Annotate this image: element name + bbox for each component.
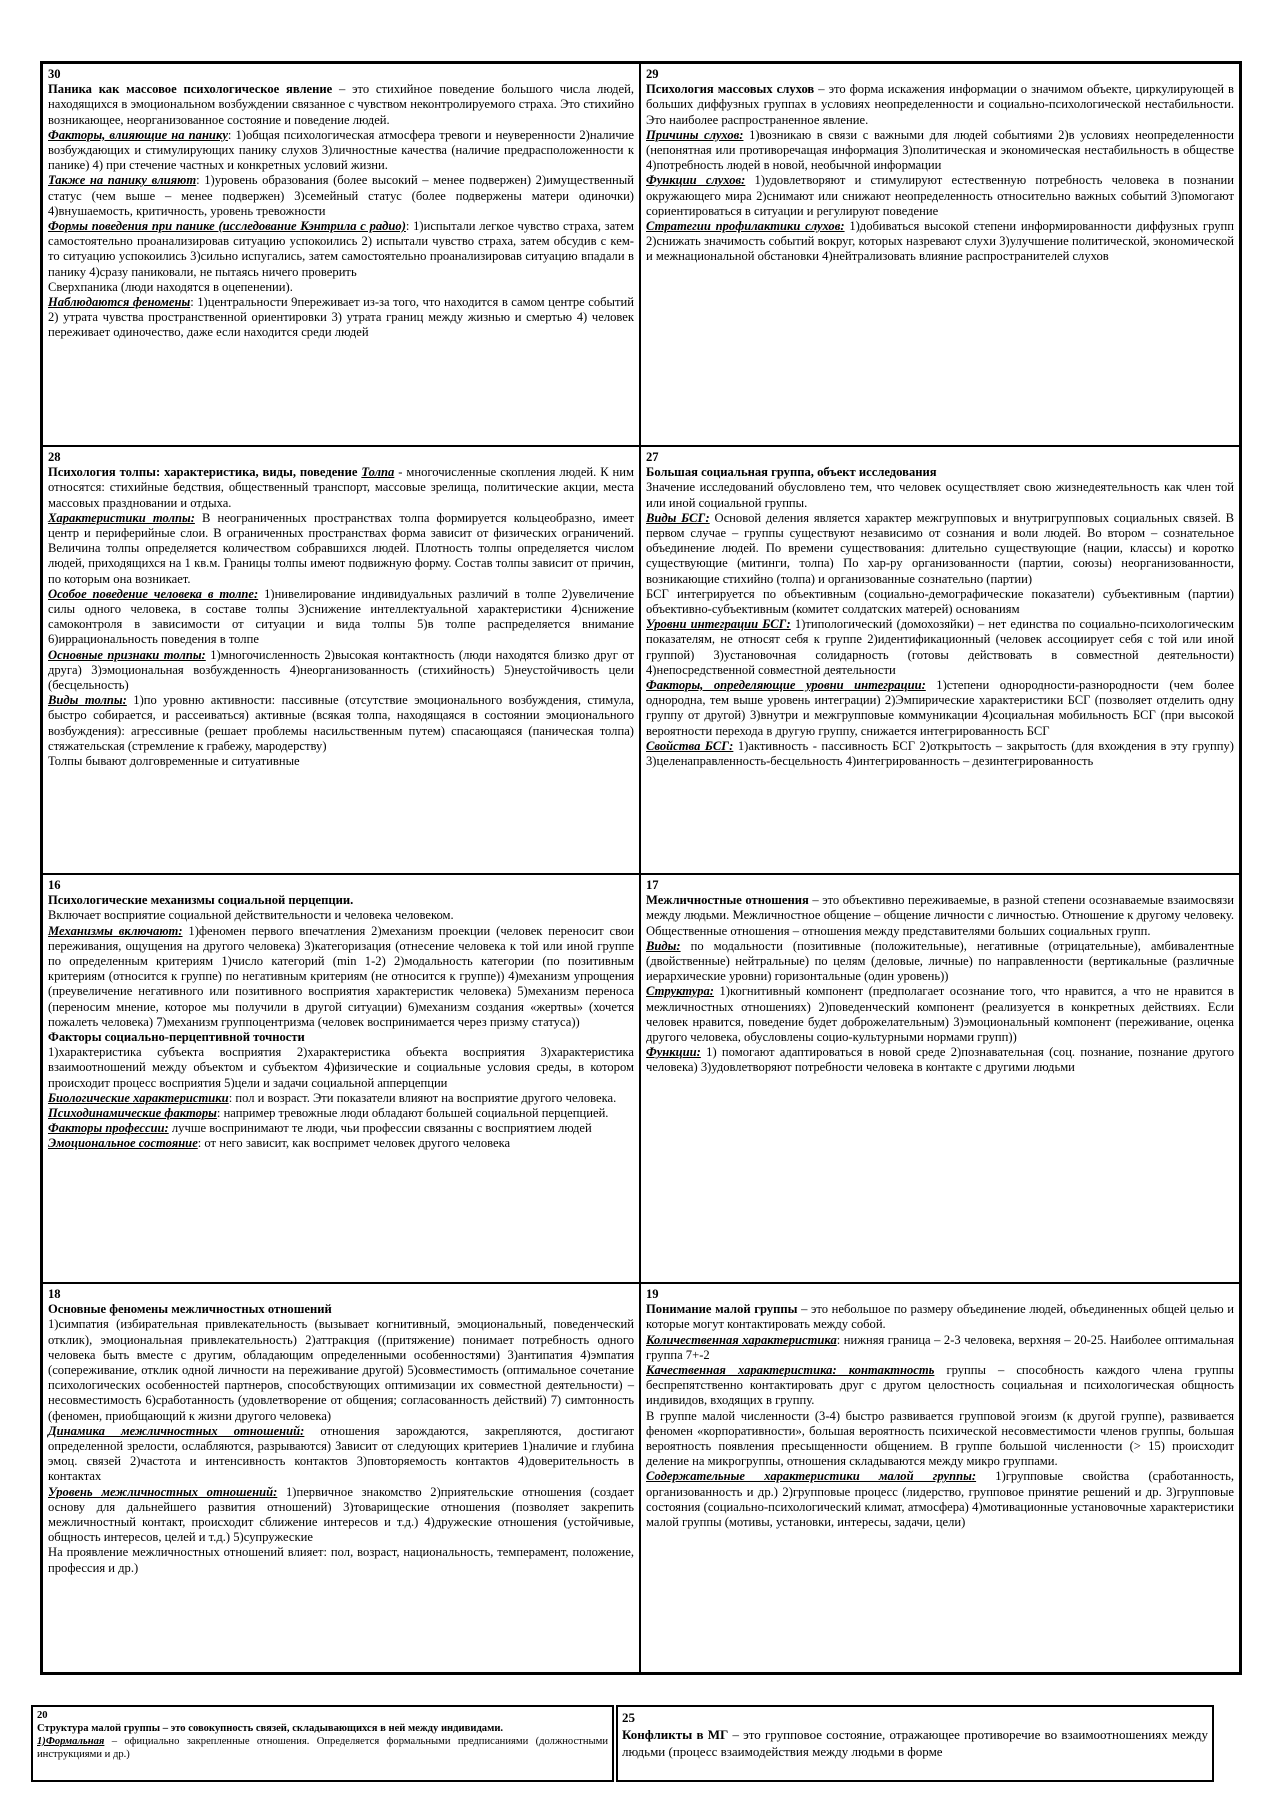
card-title: Психология массовых слухов — [646, 82, 815, 97]
section-heading: Причины слухов: — [646, 127, 744, 142]
card-number: 16 — [48, 878, 61, 892]
paragraph — [48, 893, 634, 908]
paragraph: Значение исследований обусловлено тем, что человек осуществляет свою жизнедеятельность как член той или иной социальной группы. — [646, 480, 1234, 510]
paragraph: Толпы бывают долговременные и ситуативные — [48, 754, 300, 769]
paragraph — [48, 465, 634, 511]
text: : нижняя граница – 2-3 человека, верхняя – 20-25. Наиболее оптимальная группа 7+-2 — [646, 1332, 1234, 1362]
text: 1)групповые свойства (сработанность, организованность и др.) 2)групповые процесс (лидерство, групповое принятие решений и др. 3)групповые состояния (социально-психологический климат, атмосфера) 4)мотивационные установочные характеристики малой группы (мотивы, установки, интересы, задачи, цели) — [646, 1469, 1234, 1530]
paragraph: 1)симпатия (избирательная привлекательность (вызывает когнитивный, эмоциональный, поведенческий отклик), эмоциональная привлекательность) 2)аттракция ((притяжение) понимает потребность одного человека быть вместе с другим, обладающим определенными особенностями) 3)антипатия 4)эмпатия (сопереживание, отклик одной личности на переживание другой) 5)совместимость (оптимальное сочетание психологических особенностей партнеров, способствующих оптимизации их совместной деятельности) – несовместимость 6)сработанность (удовлетворение от общения; согласованность действий) 7) симтонность (феномен, приобщающий к жизни другого человека) — [48, 1317, 634, 1423]
paragraph — [646, 984, 1234, 1045]
section-heading: Уровни интеграции БСГ: — [646, 617, 791, 632]
paragraph: На проявление межличностных отношений влияет: пол, возраст, национальность, темперамент, положение, профессия и др.) — [48, 1545, 634, 1575]
text: : 1)уровень образования (более высокий – менее подвержен) 2)имущественный статус (чем выше – менее подвержен) 3)семейный статус (более подвержены матери одиночки) 4)внушаемость, критичность, уровень тревожности — [48, 173, 635, 218]
section-heading: Структура: — [646, 984, 715, 999]
paragraph — [48, 1121, 634, 1136]
section-heading: Наблюдаются феномены — [48, 295, 191, 310]
paragraph — [646, 1302, 1234, 1332]
card-title: Структура малой группы – это совокупность связей, складывающихся в ней между индивидами. — [37, 1723, 504, 1734]
text: : пол и возраст. Эти показатели влияют на восприятие другого человека. — [228, 1090, 617, 1105]
section-heading: Формы поведения при панике (исследование Кэнтрила с радио) — [48, 219, 406, 234]
text: 1)добиваться высокой степени информированности диффузных групп 2)снижать значимость событий вокруг, которых назревают слухи 3)улучшение политической, экономической и межнациональной обстановки 4)нейтрализовать влияние распространителей слухов — [646, 219, 1234, 264]
card-27 — [641, 445, 1239, 873]
paragraph — [646, 128, 1234, 174]
paragraph — [646, 465, 1234, 480]
card-number: 20 — [37, 1710, 48, 1721]
paragraph — [646, 893, 1234, 939]
section-heading: Качественная характеристика: контактность — [646, 1363, 935, 1378]
card-18 — [43, 1282, 641, 1672]
paragraph — [48, 1091, 634, 1106]
section-heading: Биологические характеристики — [48, 1090, 229, 1105]
paragraph: Включает восприятие социальной действительности и человека человеком. — [48, 908, 454, 923]
card-number: 30 — [48, 67, 61, 81]
section-heading: Факторы, определяющие уровни интеграции: — [646, 678, 926, 693]
paragraph — [646, 1333, 1234, 1363]
paragraph — [48, 295, 634, 341]
paragraph — [48, 587, 634, 648]
paragraph — [48, 1136, 634, 1151]
text: 1)степени однородности-разнородности (чем более однородна, тем выше уровень интеграции) 2)Эмпирические характеристики БСГ (позволяет отделить одну группу от другой) 3)внутри и межгрупповые коммуникации 4)социальная мобильность БСГ (при высокой вероятности перехода в другую группу, снижается интегрированность БСГ — [646, 678, 1234, 738]
card-25 — [616, 1705, 1214, 1782]
section-heading: Основные признаки толпы: — [48, 647, 206, 662]
section-heading: Толпа — [361, 465, 395, 480]
paragraph — [48, 693, 634, 754]
section-heading: Психодинамические факторы — [48, 1106, 217, 1121]
paragraph — [646, 511, 1234, 587]
card-17 — [641, 873, 1239, 1282]
card-number: 28 — [48, 450, 61, 464]
paragraph — [48, 1106, 634, 1121]
card-16 — [43, 873, 641, 1282]
paragraph — [48, 1302, 634, 1317]
paragraph: В группе малой численности (3-4) быстро развивается групповой эгоизм (к другой группе), развивается феномен «корпоративности», большая вероятность психической несовместимости членов группы, большая вероятность появления пресыщенности общением. В группе большой численности (> 15) происходит деление на микрогруппы, отношения складываются между микро группами. — [646, 1408, 1234, 1469]
card-20 — [31, 1705, 614, 1782]
section-heading: Свойства БСГ: — [646, 738, 734, 753]
section-heading: Виды толпы: — [48, 693, 127, 708]
paragraph — [646, 173, 1234, 219]
text: 1)феномен первого впечатления 2)механизм проекции (человек переносит свои переживания, ощущения на другого человека) 3)категоризация (отнесение человека к той или иной группе по определенным критериям 1)число категорий (min 1-2) 2)модальность категории (по позитивным критериям (относится к группе) по негативным критериям (не относится к группе)) 4)механизм упрощения (преувеличение негативного или позитивного восприятия характеристик человека) 5)механизм переноса (переносим мнение, которое мы получили в другой ситуации) 6)механизм создания «жертвы» (хочется пожалеть человека) 7)механизм группоцентризма (человек воспринимается через призму статуса)) — [48, 923, 635, 1029]
card-title: Психологические механизмы социальной перцепции. — [48, 893, 354, 908]
section-heading: Количественная характеристика — [646, 1332, 837, 1347]
paragraph — [48, 1485, 634, 1546]
paragraph — [37, 1722, 608, 1735]
paragraph — [646, 1469, 1234, 1530]
paragraph — [48, 511, 634, 587]
section-heading: Факторы, влияющие на панику — [48, 127, 228, 142]
paragraph — [48, 924, 634, 1030]
text: 1)активность - пассивность БСГ 2)открытость – закрытость (для вхождения в эту группу) 3)целенаправленность-бесцельность 4)интегрированность – дезинтегрированность — [646, 738, 1234, 769]
section-heading: Функции слухов: — [646, 173, 746, 188]
section-heading: 1)Формальная — [37, 1736, 105, 1747]
card-title: Конфликты в МГ — [622, 1727, 729, 1742]
text: : например тревожные люди обладают большей социальной перцепцией. — [216, 1106, 609, 1121]
card-29 — [641, 64, 1239, 445]
paragraph: БСГ интегрируется по объективным (социально-демографические показатели) субъективным (партии) объективно-субъективным (комитет солдатских матерей) основаниям — [646, 586, 1234, 617]
text: отношения зарождаются, закрепляются, достигают определенной зрелости, ослабляются, разрываются) Зависит от следующих критериев 1)наличие и глубина эмоц. связей 2)частота и интенсивность контактов 3)повторяемость контактов 4)доверительность в контактах — [48, 1423, 634, 1484]
section-title: Факторы социально-перцептивной точности — [48, 1030, 305, 1045]
text: 1)нивелирование индивидуальных различий в толпе 2)увеличение силы одного человека, в составе толпы 3)снижение интеллектуальной характеристики 4)снижение самоконтроля в зависимости от ситуации и вида толпы 5)в толпе распределяется внимание 6)иррациональность поведения в толпе — [48, 586, 634, 647]
text: 1)удовлетворяют и стимулируют естественную потребность человека в познании окружающего мира 2)снимают или снижают неопределенность относительно важных событий 3)помогают сориентироваться в ситуации и регулируют поведение — [646, 173, 1234, 218]
card-title: Паника как массовое психологическое явление — [48, 82, 333, 97]
text: лучше воспринимают те люди, чьи профессии связанны с восприятием людей — [168, 1121, 592, 1136]
section-heading: Характеристики толпы: — [48, 510, 195, 525]
section-heading: Эмоциональное состояние — [48, 1136, 198, 1151]
text: Основой деления является характер межгрупповых и внутригрупповых социальных связей. В первом случае – группы существуют независимо от сознания и воли людей. Во втором – сознательное объединение людей. По времени существования: длительно существующие (нации, классы) и коротко существующие (митинги, толпа) По хар-ру организованности (партии, союзы) неорганизованности, возникающие стихийно (толпа) и организованные сознательно (партии) — [646, 510, 1234, 586]
text: 1) помогают адаптироваться в новой среде 2)познавательная (соц. познание, познание другого человека) 3)удовлетворяют потребности человека в контакте с другими людьми — [646, 1045, 1234, 1075]
card-19 — [641, 1282, 1239, 1672]
card-title: Психология толпы: характеристика, виды, поведение — [48, 465, 358, 480]
card-title: Большая социальная группа, объект исследования — [646, 465, 937, 480]
text: 1)возникаю в связи с важными для людей событиями 2)в условиях неопределенности (непонятная или противоречащая информация 3)политическая и экономическая нестабильность в обществе 4)потребность людей в новой, необычной информации — [646, 127, 1234, 173]
text: 1)типологический (домохозяйки) – нет единства по социально-психологическим показателям, не относят себя к группе 2)идентификационный (человек ассоциирует себя с той или иной группой) 3)установочная солидарность (готовы действовать в совместной деятельности) 4)непосредственной совместной деятельности — [646, 617, 1234, 677]
text: 1)по уровню активности: пассивные (отсутствие эмоционального возбуждения, стимула, быстро собирается, и рассеиваться) активные (всякая толпа, находящаяся в состоянии эмоционального возбуждения): агрессивные (решает проблемы насильственным путем) спасающаяся (паническая толпа) стяжательская (стремление к грабежу, мародерству) — [48, 693, 634, 753]
paragraph — [48, 219, 634, 280]
section-heading: Динамика межличностных отношений: — [48, 1423, 305, 1438]
card-number: 25 — [622, 1710, 635, 1725]
section-heading: Содержательные характеристики малой группы: — [646, 1469, 977, 1484]
card-28 — [43, 445, 641, 873]
paragraph — [48, 173, 634, 219]
paragraph — [37, 1735, 608, 1761]
card-title: Понимание малой группы — [646, 1302, 798, 1317]
section-heading: Также на панику влияют — [48, 173, 197, 188]
text: 1)когнитивный компонент (предполагает осознание того, что нравится, а что не нравится в межличностных отношениях) 2)поведенческий компонент (реализуется в конкретных действиях. Если человек нравится, поведение будет доброжелательным) 3)эмоциональный компонент (переживание, оценка другого человека, обусловлены социо-культурными нормами групп)) — [646, 984, 1234, 1045]
card-number: 27 — [646, 450, 659, 464]
text: : 1)центральности 9переживает из-за того, что находится в самом центре событий 2) утрата чувства пространственной ориентировки 3) утрата границ между жизнью и смертью 4) человек переживает одиночество, даже если находится среди людей — [48, 295, 635, 340]
text: В неограниченных пространствах толпа формируется кольцеобразно, имеет центр и периферийные слои. В ограниченных пространствах форма зависит от физических ограничений. Величина толпы определяется количеством собравшихся людей. Плотность толпы определяется числом людей, приходящихся на 1 кв.м. Границы толпы имеют подвижную форму. Состав толпы зависит от причин, по которым она возникает. — [48, 510, 634, 586]
section-heading: Особое поведение человека в толпе: — [48, 586, 259, 601]
paragraph — [48, 1030, 634, 1045]
text: группы – способность каждого члена группы беспрепятственно контактировать друг с другом целостность социальная и психологическая общность индивидов, входящих в группу. — [646, 1363, 1234, 1408]
text: – это групповое состояние, отражающее противоречие во взаимоотношениях между людьми (процесс взаимодействия между людьми в форме — [622, 1727, 1208, 1759]
text: – это форма искажения информации о значимом объекте, циркулирующей в больших диффузных группах в условиях неопределенности и социально-психологической нестабильности. Это наиболее распространенное явление. — [646, 82, 1234, 127]
section-heading: Уровень межличностных отношений: — [48, 1484, 278, 1499]
text: 1)первичное знакомство 2)приятельские отношения (создает основу для дальнейшего развития отношений) 3)товарищеские отношения (позволяет закрепить межличностный контакт, происходит сближение интересов и т.д.) 4)дружеские отношения (устойчивые, общность интересов, целей и т.д.) 5)супружеские — [48, 1484, 634, 1545]
text: – официально закрепленные отношения. Определяется формальными предписаниями (должностными инструкциями и др.) — [37, 1736, 608, 1760]
text: – это объективно переживаемые, в разной степени осознаваемые взаимосвязи между людьми. Межличностное общение – общение личности с личностью. Отношение к другому человеку. Общественные отношения – отношения между представителями больших социальных групп. — [646, 893, 1234, 938]
section-heading: Виды: — [646, 938, 681, 953]
paragraph — [48, 1424, 634, 1485]
text: : 1)испытали легкое чувство страха, затем самостоятельно проанализировав ситуацию успокоились 2) испытали чувство страха, затем обсудив с кем-то ситуацию успокоились 3)сильно испугались, затем самостоятельно проанализировав ситуацию впадали в панику 4)сразу паниковали, не пытаясь ничего проверить — [48, 219, 634, 279]
text: : 1)общая психологическая атмосфера тревоги и неуверенности 2)наличие возбуждающих и стимулирующих панику слухов 3)личностные качества (наличие предрасположенности к панике) 4) при стечение частных и конкретных условий жизни. — [48, 127, 634, 173]
text: по модальности (позитивные (положительные), негативные (отрицательные), амбивалентные (двойственные) нейтральные) по целям (деловые, личные) по направленности (вертикальные (различные иерархические уровни) горизонтальные (один уровень)) — [646, 938, 1234, 984]
paragraph — [646, 82, 1234, 128]
section-heading: Факторы профессии: — [48, 1121, 169, 1136]
card-title: Межличностные отношения — [646, 893, 809, 908]
card-title: Основные феномены межличностных отношений — [48, 1302, 332, 1317]
paragraph: Сверхпаника (люди находятся в оцепенении). — [48, 279, 293, 294]
text: : от него зависит, как воспримет человек другого человека — [197, 1136, 511, 1151]
paragraph — [646, 739, 1234, 769]
paragraph — [48, 82, 634, 128]
section-heading: Стратегии профилактики слухов: — [646, 219, 845, 234]
card-30 — [43, 64, 641, 445]
text: - многочисленные скопления людей. К ним относятся: стихийные бедствия, общественный транспорт, массовые зрелища, политические акции, места массовых праздновании и отдыха. — [48, 465, 634, 510]
paragraph — [646, 1363, 1234, 1409]
card-number: 29 — [646, 67, 659, 81]
paragraph: 1)характеристика субъекта восприятия 2)характеристика объекта восприятия 3)характеристика взаимоотношений между объектом и субъектом 4)физические и социальные условия среды, в котором происходит процесс восприятия 5)цели и задачи социальной апперцепции — [48, 1045, 634, 1090]
paragraph — [48, 128, 634, 174]
paragraph — [646, 219, 1234, 265]
paragraph — [646, 617, 1234, 678]
section-heading: Виды БСГ: — [646, 510, 710, 525]
card-number: 19 — [646, 1287, 659, 1301]
text: – это небольшое по размеру объединение людей, объединенных общей целью и которые могут контактировать между собой. — [646, 1302, 1234, 1332]
paragraph — [48, 648, 634, 694]
section-heading: Механизмы включают: — [48, 923, 183, 938]
text: 1)многочисленность 2)высокая контактность (люди находятся близко друг от друга) 3)эмоциональная возбужденность 4)неорганизованность (стихийность) 5)неустойчивость цели (бесцельность) — [48, 647, 634, 693]
text: – это стихийное поведение большого числа людей, находящихся в эмоциональном возбуждении связанное с чувством неконтролируемого страха. Это стихийно возникающее, неорганизованное состояние и поведение людей. — [48, 82, 634, 127]
paragraph — [646, 1045, 1234, 1075]
card-number: 17 — [646, 878, 659, 892]
paragraph — [646, 678, 1234, 739]
paragraph — [646, 939, 1234, 985]
notes-grid — [40, 61, 1242, 1675]
paragraph — [622, 1726, 1208, 1760]
card-number: 18 — [48, 1287, 61, 1301]
section-heading: Функции: — [646, 1045, 701, 1060]
